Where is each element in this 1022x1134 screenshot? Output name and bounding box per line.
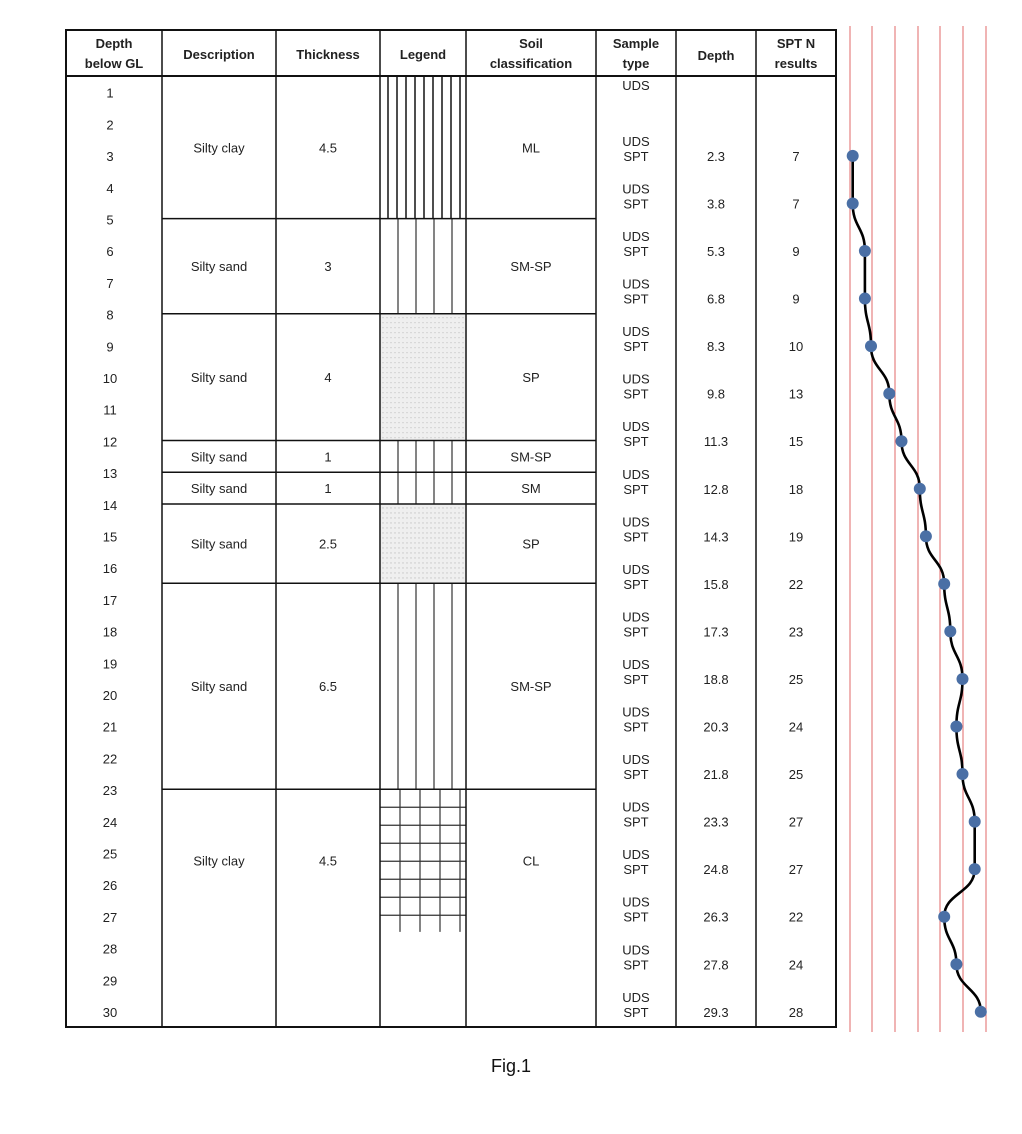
sample-spt: SPT <box>623 481 649 497</box>
depth-mark: 17 <box>102 592 118 608</box>
sample-type: UDS <box>622 704 650 720</box>
sample-depth: 27.8 <box>703 957 729 973</box>
spt-point-18 <box>950 958 962 970</box>
sample-spt: SPT <box>623 719 649 735</box>
spt-n-value: 23 <box>788 624 804 640</box>
spt-n-value: 18 <box>788 481 804 497</box>
sample-type: UDS <box>622 419 650 435</box>
layer-thickness: 4 <box>324 370 332 386</box>
header-description: Description <box>183 47 255 62</box>
layer-description: Silty sand <box>190 370 248 386</box>
sample-spt: SPT <box>623 434 649 450</box>
sample-type: UDS <box>622 371 650 387</box>
depth-mark: 27 <box>102 909 118 925</box>
sample-depth: 11.3 <box>703 434 729 450</box>
layer-description: Silty clay <box>193 140 245 156</box>
sample-depth: 21.8 <box>703 767 729 783</box>
depth-mark: 4 <box>106 180 114 196</box>
spt-n-value: 7 <box>792 148 800 164</box>
sample-type: UDS <box>622 514 650 530</box>
spt-n-value: 22 <box>788 576 804 592</box>
sample-depth: 8.3 <box>706 339 726 355</box>
depth-mark: 28 <box>102 941 118 957</box>
depth-mark: 29 <box>102 973 118 989</box>
sample-type: UDS <box>622 799 650 815</box>
depth-mark: 13 <box>102 466 118 482</box>
depth-mark: 3 <box>106 149 114 165</box>
layer-classification: SM-SP <box>510 259 552 275</box>
legend-pattern-6 <box>381 505 465 583</box>
sample-depth: 23.3 <box>703 814 729 830</box>
sample-depth: 18.8 <box>703 671 729 687</box>
legend-pattern-5 <box>398 472 452 504</box>
spt-n-value: 13 <box>788 386 804 402</box>
sample-depth: 6.8 <box>706 291 726 307</box>
layer-classification: SP <box>522 536 540 552</box>
depth-mark: 22 <box>102 751 118 767</box>
depth-mark: 23 <box>102 783 118 799</box>
depth-mark: 14 <box>102 497 118 513</box>
depth-mark: 16 <box>102 561 118 577</box>
sample-depth: 20.3 <box>703 719 729 735</box>
legend-pattern-1 <box>388 76 460 219</box>
legend-pattern-7 <box>398 583 452 789</box>
sample-spt: SPT <box>623 909 649 925</box>
depth-mark: 18 <box>102 624 118 640</box>
layer-thickness: 1 <box>324 449 332 465</box>
sample-type: UDS <box>622 229 650 245</box>
spt-point-10 <box>938 578 950 590</box>
sample-type: UDS <box>622 78 650 93</box>
depth-mark: 11 <box>103 402 117 418</box>
header-depth-below-gl-line1: Depth <box>95 36 133 51</box>
header-sample-type-line1: Sample <box>612 36 660 51</box>
layer-description: Silty sand <box>190 449 248 465</box>
sample-depth: 9.8 <box>706 386 726 402</box>
spt-point-14 <box>957 768 969 780</box>
spt-n-value: 28 <box>788 1004 804 1020</box>
layer-thickness: 6.5 <box>318 679 338 695</box>
header-spt-n-results-line1: SPT N <box>776 36 816 51</box>
sample-type: UDS <box>622 466 650 482</box>
layer-classification: SM-SP <box>510 679 552 695</box>
layer-description: Silty sand <box>190 679 248 695</box>
layer-classification: ML <box>521 140 541 156</box>
spt-n-value: 9 <box>792 291 800 307</box>
sample-spt: SPT <box>623 386 649 402</box>
spt-n-value: 22 <box>788 909 804 925</box>
depth-mark: 7 <box>106 275 114 291</box>
spt-point-7 <box>896 435 908 447</box>
spt-n-value: 25 <box>788 767 804 783</box>
depth-mark: 1 <box>106 85 114 101</box>
sample-spt: SPT <box>623 814 649 830</box>
depth-mark: 21 <box>102 719 118 735</box>
spt-n-value: 25 <box>788 671 804 687</box>
sample-type: UDS <box>622 181 650 197</box>
sample-spt: SPT <box>623 957 649 973</box>
sample-spt: SPT <box>623 862 649 878</box>
depth-mark: 25 <box>102 846 118 862</box>
sample-depth: 17.3 <box>703 624 729 640</box>
spt-point-17 <box>938 911 950 923</box>
spt-n-value: 15 <box>788 434 804 450</box>
sample-depth: 5.3 <box>706 244 726 260</box>
depth-mark: 5 <box>106 212 114 228</box>
layer-description: Silty sand <box>190 259 248 275</box>
sample-type: UDS <box>622 609 650 625</box>
sample-type: UDS <box>622 656 650 672</box>
sample-depth: 26.3 <box>703 909 729 925</box>
layer-classification: SM-SP <box>510 449 552 465</box>
header-legend: Legend <box>399 47 447 62</box>
layer-classification: SM <box>521 481 541 497</box>
spt-point-8 <box>914 483 926 495</box>
spt-n-value: 27 <box>788 862 804 878</box>
sample-spt: SPT <box>623 339 649 355</box>
spt-n-value: 24 <box>788 719 804 735</box>
depth-mark: 30 <box>102 1005 118 1020</box>
header-thickness: Thickness <box>296 47 360 62</box>
sample-spt: SPT <box>623 291 649 307</box>
layer-thickness: 3 <box>324 259 332 275</box>
sample-type: UDS <box>622 942 650 958</box>
spt-n-value: 9 <box>792 244 800 260</box>
sample-type: UDS <box>622 133 650 149</box>
sample-spt: SPT <box>623 624 649 640</box>
sample-type: UDS <box>622 561 650 577</box>
depth-mark: 9 <box>106 339 114 355</box>
sample-spt: SPT <box>623 1004 649 1020</box>
spt-n-value: 24 <box>788 957 804 973</box>
header-depth-below-gl-line2: below GL <box>84 56 144 71</box>
spt-profile <box>847 26 987 1032</box>
sample-spt: SPT <box>623 671 649 687</box>
spt-point-11 <box>944 625 956 637</box>
spt-point-5 <box>865 340 877 352</box>
legend-pattern-2 <box>398 219 452 314</box>
depth-mark: 10 <box>102 371 118 386</box>
sample-spt: SPT <box>623 148 649 164</box>
header-soil-classification-line2: classification <box>489 56 573 71</box>
sample-type: UDS <box>622 324 650 340</box>
sample-spt: SPT <box>623 767 649 783</box>
depth-mark: 8 <box>106 307 114 323</box>
header-sample-type-line2: type <box>622 56 650 71</box>
spt-point-3 <box>859 245 871 257</box>
layer-classification: CL <box>522 853 540 869</box>
sample-depth: 14.3 <box>703 529 729 545</box>
layer-thickness: 4.5 <box>318 853 338 869</box>
depth-mark: 15 <box>102 529 118 545</box>
spt-point-19 <box>975 1006 987 1018</box>
spt-point-15 <box>969 816 981 828</box>
spt-point-4 <box>859 293 871 305</box>
sample-type: UDS <box>622 989 650 1005</box>
legend-pattern-3 <box>381 315 465 440</box>
spt-point-12 <box>957 673 969 685</box>
spt-point-9 <box>920 530 932 542</box>
sample-spt: SPT <box>623 576 649 592</box>
sample-depth: 12.8 <box>703 481 729 497</box>
spt-n-value: 27 <box>788 814 804 830</box>
sample-depth: 29.3 <box>703 1004 729 1020</box>
depth-mark: 12 <box>102 434 118 450</box>
spt-point-1 <box>847 150 859 162</box>
sample-type: UDS <box>622 752 650 768</box>
legend-pattern-4 <box>398 441 452 473</box>
sample-type: UDS <box>622 894 650 910</box>
sample-spt: SPT <box>623 196 649 212</box>
depth-mark: 6 <box>106 244 114 260</box>
sample-spt: SPT <box>623 529 649 545</box>
spt-point-6 <box>883 388 895 400</box>
depth-mark: 24 <box>102 814 118 830</box>
spt-n-value: 7 <box>792 196 800 212</box>
layer-thickness: 1 <box>324 481 332 497</box>
header-soil-classification-line1: Soil <box>519 36 543 51</box>
figure-caption: Fig.1 <box>490 1056 532 1076</box>
spt-n-value: 10 <box>788 339 804 355</box>
sample-depth: 2.3 <box>706 148 726 164</box>
depth-mark: 20 <box>102 688 118 703</box>
sample-type: UDS <box>622 276 650 292</box>
layer-thickness: 4.5 <box>318 140 338 156</box>
legend-pattern-8 <box>380 789 466 932</box>
layer-thickness: 2.5 <box>318 536 338 552</box>
spt-point-16 <box>969 863 981 875</box>
sample-depth: 15.8 <box>703 576 729 592</box>
sample-spt: SPT <box>623 244 649 260</box>
layer-description: Silty clay <box>193 853 245 869</box>
layer-description: Silty sand <box>190 536 248 552</box>
spt-point-2 <box>847 197 859 209</box>
spt-point-13 <box>950 721 962 733</box>
sample-type: UDS <box>622 847 650 863</box>
layer-classification: SP <box>522 370 540 386</box>
sample-depth: 24.8 <box>703 862 729 878</box>
layer-description: Silty sand <box>190 481 248 497</box>
depth-mark: 2 <box>106 117 114 133</box>
depth-mark: 26 <box>102 878 118 894</box>
sample-depth: 3.8 <box>706 196 726 212</box>
depth-mark: 19 <box>102 656 118 672</box>
header-spt-n-results-line2: results <box>774 56 818 71</box>
spt-n-value: 19 <box>788 529 804 545</box>
header-depth: Depth <box>697 48 735 63</box>
